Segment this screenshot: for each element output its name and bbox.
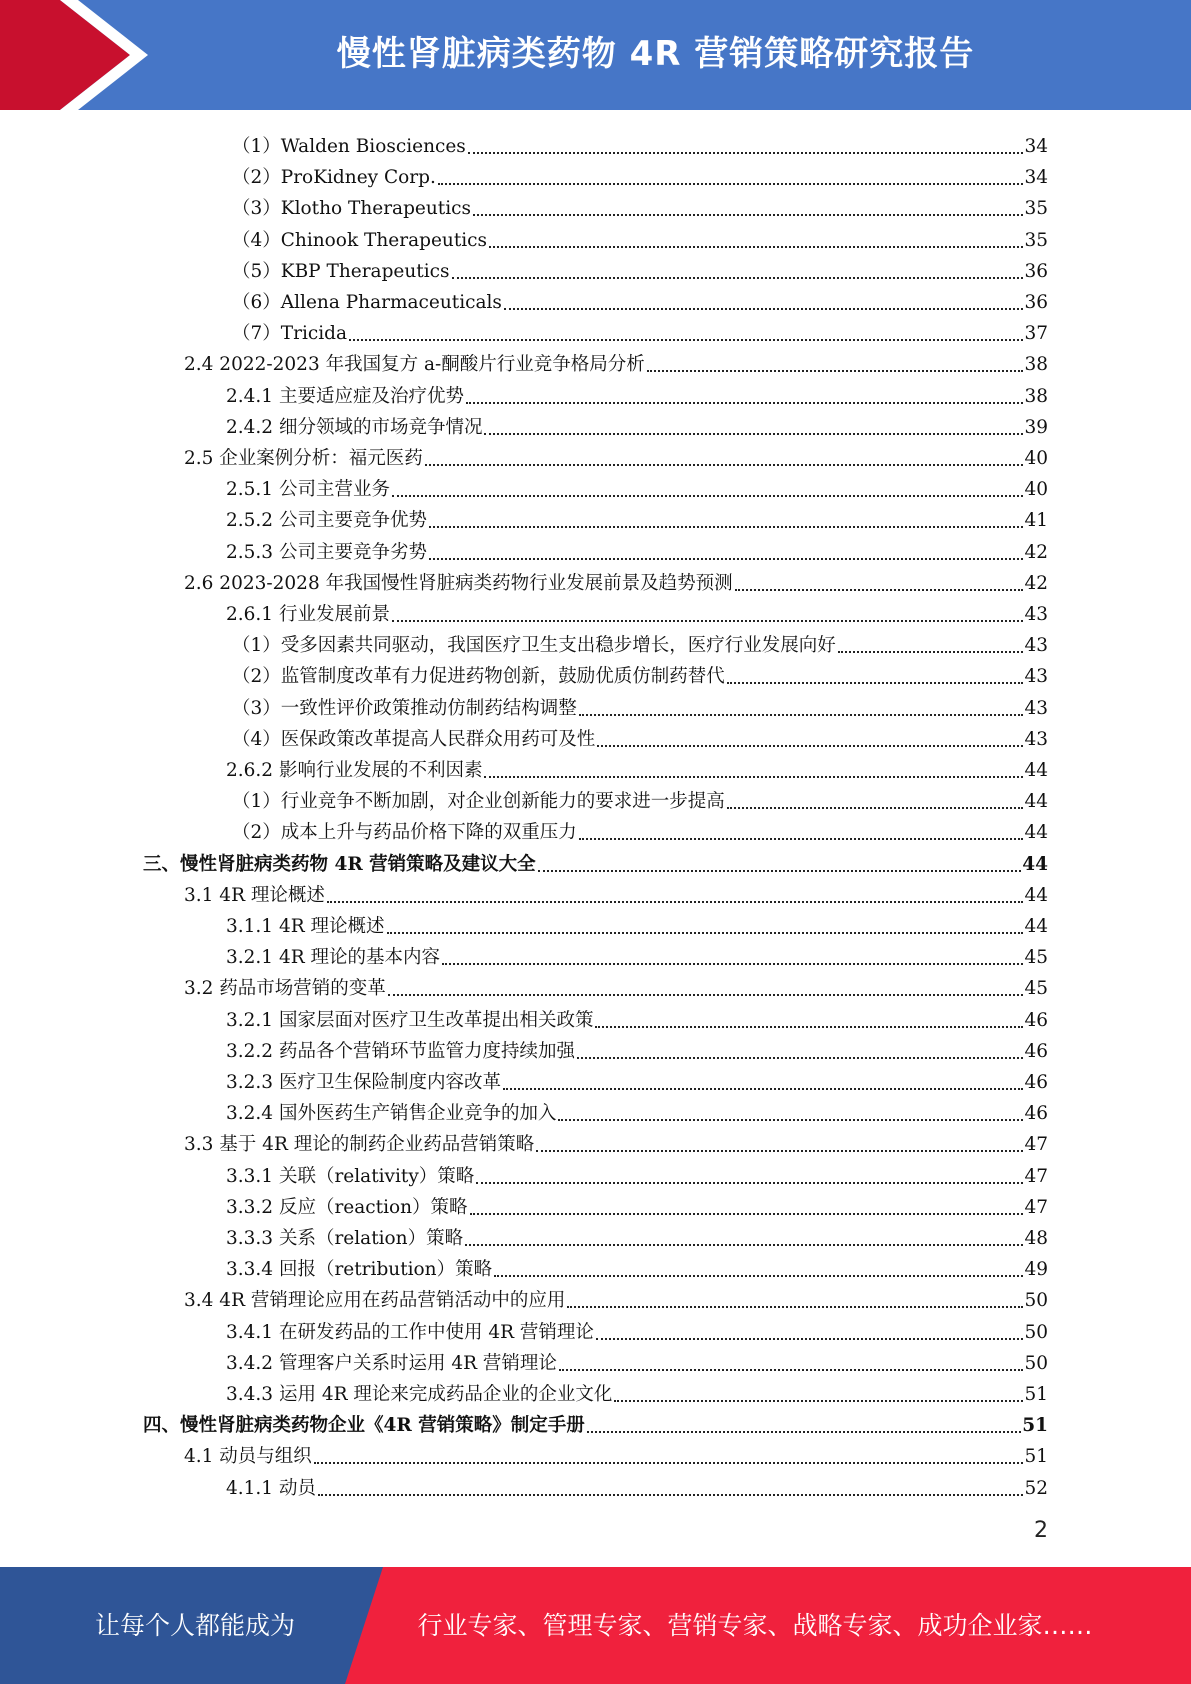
toc-dot-leader [503,1088,1023,1090]
toc-entry[interactable] [184,970,1048,1001]
toc-entry[interactable] [232,721,1048,752]
toc-entry-page: 46 [1024,1103,1048,1125]
toc-entry-label: （6）Allena Pharmaceuticals [232,292,502,313]
toc-entry[interactable] [226,596,1048,627]
toc-entry[interactable] [226,752,1048,783]
toc-entry-label: （3）一致性评价政策推动仿制药结构调整 [232,697,577,719]
toc-entry-label: （2）成本上升与药品价格下降的双重压力 [232,822,577,844]
toc-dot-leader [318,1494,1024,1496]
toc-entry-label: （4）Chinook Therapeutics [232,229,488,251]
toc-entry-label: 2.5.1 公司主营业务 [226,479,390,501]
toc-entry-page: 49 [1024,1259,1048,1281]
toc-entry-label: 2.4.1 主要适应症及治疗优势 [226,385,464,407]
toc-dot-leader [476,1182,1023,1184]
toc-entry-page: 39 [1024,416,1048,438]
toc-dot-leader [473,214,1023,216]
toc-dot-leader [577,1057,1023,1059]
toc-entry-label: （4）医保政策改革提高人民群众用药可及性 [232,728,596,750]
page-header [0,0,1191,110]
toc-entry-page: 36 [1024,292,1048,313]
red-arrow-logo [0,0,160,110]
toc-dot-leader [735,589,1024,591]
toc-entry[interactable] [226,1251,1048,1282]
toc-dot-leader [536,1150,1023,1152]
toc-entry-page: 44 [1024,822,1048,844]
toc-entry[interactable] [232,222,1048,253]
toc-entry-page: 51 [1022,1415,1048,1437]
toc-entry[interactable] [226,908,1048,939]
toc-entry-label: 三、慢性肾脏病类药物 4R 营销策略及建议大全 [143,853,536,875]
toc-entry-page: 44 [1024,884,1048,906]
toc-entry-label: 3.4.1 在研发药品的工作中使用 4R 营销理论 [226,1321,594,1343]
toc-entry[interactable] [226,1189,1048,1220]
toc-dot-leader [504,308,1024,310]
toc-entry[interactable] [226,1002,1048,1033]
toc-entry-label: 2.5.2 公司主要竞争优势 [226,510,427,532]
toc-entry[interactable] [232,253,1048,284]
toc-entry-label: 4.1.1 动员 [226,1477,316,1499]
toc-entry[interactable] [226,1376,1048,1407]
toc-entry-page: 50 [1024,1321,1048,1343]
toc-dot-leader [484,776,1023,778]
toc-entry-label: 3.2.1 4R 理论的基本内容 [226,947,441,969]
toc-entry-label: 2.5 企业案例分析：福元医药 [184,448,423,469]
toc-dot-leader [388,994,1024,996]
toc-entry-label: 3.4 4R 营销理论应用在药品营销活动中的应用 [184,1290,566,1312]
toc-entry-label: （1）行业竞争不断加剧，对企业创新能力的要求进一步提高 [232,791,725,813]
toc-entry-page: 43 [1024,728,1048,750]
toc-entry-page: 43 [1024,666,1048,688]
toc-entry-label: 2.5.3 公司主要竞争劣势 [226,541,427,563]
toc-entry-label: 3.3.1 关联（relativity）策略 [226,1165,475,1187]
toc-entry[interactable] [143,846,1048,877]
toc-entry-label: （2）ProKidney Corp. [232,167,436,189]
toc-entry-label: 3.3.3 关系（relation）策略 [226,1228,464,1249]
toc-entry-page: 38 [1024,354,1048,376]
report-title: 慢性肾脏病类药物 4R 营销策略研究报告 [336,34,975,74]
toc-entry[interactable] [232,814,1048,845]
toc-entry-label: （1）受多因素共同驱动，我国医疗卫生支出稳步增长，医疗行业发展向好 [232,635,836,657]
footer-slogan-left: 让每个人都能成为 [94,1611,295,1640]
toc-dot-leader [387,932,1024,934]
toc-dot-leader [558,1119,1023,1121]
toc-entry-label: 3.2.3 医疗卫生保险制度内容改革 [226,1072,501,1093]
toc-dot-leader [392,495,1023,497]
toc-entry-label: 4.1 动员与组织 [184,1446,312,1468]
toc-entry-label: 3.1 4R 理论概述 [184,884,325,906]
toc-dot-leader [579,714,1024,716]
toc-entry-page: 47 [1024,1134,1048,1156]
toc-dot-leader [494,1275,1023,1277]
toc-dot-leader [587,1431,1022,1433]
toc-dot-leader [647,370,1024,372]
toc-entry-label: 2.6.2 影响行业发展的不利因素 [226,760,483,781]
toc-entry-page: 50 [1024,1352,1048,1374]
page-number: 2 [1034,1518,1048,1543]
toc-entry[interactable] [226,939,1048,970]
toc-dot-leader [838,651,1024,653]
toc-entry-label: 3.3 基于 4R 理论的制药企业药品营销策略 [184,1134,535,1156]
toc-entry[interactable] [226,1033,1048,1064]
toc-dot-leader [489,246,1023,248]
toc-entry-label: 3.2.4 国外医药生产销售企业竞争的加入 [226,1103,557,1125]
toc-entry-page: 40 [1024,479,1048,501]
toc-entry[interactable] [232,128,1048,159]
toc-dot-leader [465,1244,1023,1246]
toc-entry-label: 2.4.2 细分领域的市场竞争情况 [226,416,483,438]
toc-entry-page: 34 [1024,136,1048,157]
toc-entry[interactable] [184,565,1048,596]
toc-entry-page: 46 [1024,1009,1048,1031]
toc-dot-leader [452,277,1024,279]
toc-entry-page: 35 [1024,229,1048,251]
toc-entry-page: 44 [1024,791,1048,813]
toc-dot-leader [597,745,1023,747]
toc-entry[interactable] [232,658,1048,689]
toc-dot-leader [425,464,1024,466]
toc-entry[interactable] [226,502,1048,533]
toc-entry-label: 3.3.2 反应（reaction）策略 [226,1196,468,1218]
toc-entry[interactable] [226,1064,1048,1095]
toc-entry-label: 四、慢性肾脏病类药物企业《4R 营销策略》制定手册 [143,1415,585,1437]
toc-dot-leader [579,838,1024,840]
toc-entry-page: 34 [1024,167,1048,189]
toc-entry-page: 47 [1024,1165,1048,1187]
toc-dot-leader [314,1462,1024,1464]
toc-entry-page: 42 [1024,572,1048,594]
toc-entry-page: 43 [1024,697,1048,719]
toc-entry[interactable] [232,159,1048,190]
toc-dot-leader [596,1338,1024,1340]
toc-entry-label: 3.4.3 运用 4R 理论来完成药品企业的企业文化 [226,1384,613,1405]
toc-entry-page: 45 [1024,947,1048,969]
toc-entry-label: 3.1.1 4R 理论概述 [226,916,385,937]
toc-dot-leader [614,1400,1023,1402]
toc-entry[interactable] [184,440,1048,471]
toc-entry[interactable] [226,1345,1048,1376]
toc-dot-leader [327,901,1024,903]
page-footer [0,1567,1191,1684]
toc-dot-leader [727,807,1024,809]
toc-entry[interactable] [184,877,1048,908]
toc-entry[interactable] [226,534,1048,565]
toc-entry-page: 51 [1024,1384,1048,1405]
toc-entry-label: 2.6 2023-2028 年我国慢性肾脏病类药物行业发展前景及趋势预测 [184,572,733,594]
toc-entry-label: （7）Tricida [232,323,348,345]
toc-dot-leader [595,1026,1023,1028]
toc-entry-page: 44 [1024,760,1048,781]
toc-entry[interactable] [226,1470,1048,1501]
toc-dot-leader [727,682,1024,684]
toc-entry-page: 37 [1024,323,1048,345]
toc-entry-label: （2）监管制度改革有力促进药物创新，鼓励优质仿制药替代 [232,666,725,688]
toc-entry-label: 3.2 药品市场营销的变革 [184,978,386,1000]
toc-dot-leader [538,870,1022,872]
toc-entry[interactable] [232,190,1048,221]
toc-entry-label: 2.6.1 行业发展前景 [226,604,390,625]
toc-entry[interactable] [226,378,1048,409]
toc-entry-page: 42 [1024,541,1048,563]
toc-entry-page: 35 [1024,198,1048,220]
toc-entry[interactable] [232,315,1048,346]
toc-dot-leader [438,183,1024,185]
toc-entry-label: （3）Klotho Therapeutics [232,198,472,220]
toc-entry[interactable] [226,409,1048,440]
toc-entry-label: 3.4.2 管理客户关系时运用 4R 营销理论 [226,1352,557,1374]
toc-entry-page: 50 [1024,1290,1048,1312]
toc-entry-page: 38 [1024,385,1048,407]
toc-entry-page: 41 [1024,510,1048,532]
toc-entry-page: 47 [1024,1196,1048,1218]
toc-entry-page: 52 [1024,1477,1048,1499]
toc-entry-page: 46 [1024,1040,1048,1062]
toc-entry-label: 3.3.4 回报（retribution）策略 [226,1259,493,1281]
toc-dot-leader [470,1213,1024,1215]
toc-entry[interactable] [232,627,1048,658]
toc-dot-leader [567,1306,1023,1308]
toc-entry-page: 36 [1024,260,1048,282]
toc-entry-page: 51 [1024,1446,1048,1468]
toc-dot-leader [429,558,1023,560]
toc-entry[interactable] [226,1095,1048,1126]
toc-entry[interactable] [184,1282,1048,1313]
toc-entry[interactable] [226,1220,1048,1251]
toc-entry[interactable] [232,690,1048,721]
footer-slogan-right: 行业专家、管理专家、营销专家、战略专家、成功企业家…… [417,1611,1093,1640]
toc-entry-label: 3.2.2 药品各个营销环节监管力度持续加强 [226,1040,575,1062]
toc-dot-leader [484,433,1023,435]
toc-entry[interactable] [226,1158,1048,1189]
toc-dot-leader [429,526,1023,528]
toc-dot-leader [559,1369,1024,1371]
toc-entry-label: （5）KBP Therapeutics [232,260,450,282]
toc-entry-page: 40 [1024,448,1048,469]
toc-entry[interactable] [232,783,1048,814]
toc-entry[interactable] [143,1407,1048,1438]
toc-entry-label: 3.2.1 国家层面对医疗卫生改革提出相关政策 [226,1009,594,1031]
toc-entry-page: 46 [1024,1072,1048,1093]
toc-entry-page: 45 [1024,978,1048,1000]
toc-entry-page: 43 [1024,604,1048,625]
toc-entry-label: 2.4 2022-2023 年我国复方 a-酮酸片行业竞争格局分析 [184,354,645,376]
toc-entry-label: （1）Walden Biosciences [232,136,466,157]
toc-dot-leader [466,402,1023,404]
toc-dot-leader [468,152,1024,154]
toc-entry[interactable] [184,346,1048,377]
toc-dot-leader [392,620,1023,622]
toc-entry-page: 48 [1024,1228,1048,1249]
toc-entry[interactable] [226,1314,1048,1345]
toc-entry-page: 43 [1024,635,1048,657]
toc-entry-page: 44 [1024,916,1048,937]
toc-entry[interactable] [226,471,1048,502]
toc-entry[interactable] [184,1438,1048,1469]
toc-entry-page: 44 [1022,853,1048,875]
toc-entry[interactable] [184,1126,1048,1157]
toc-dot-leader [442,963,1023,965]
toc-entry[interactable] [232,284,1048,315]
toc-dot-leader [349,339,1023,341]
